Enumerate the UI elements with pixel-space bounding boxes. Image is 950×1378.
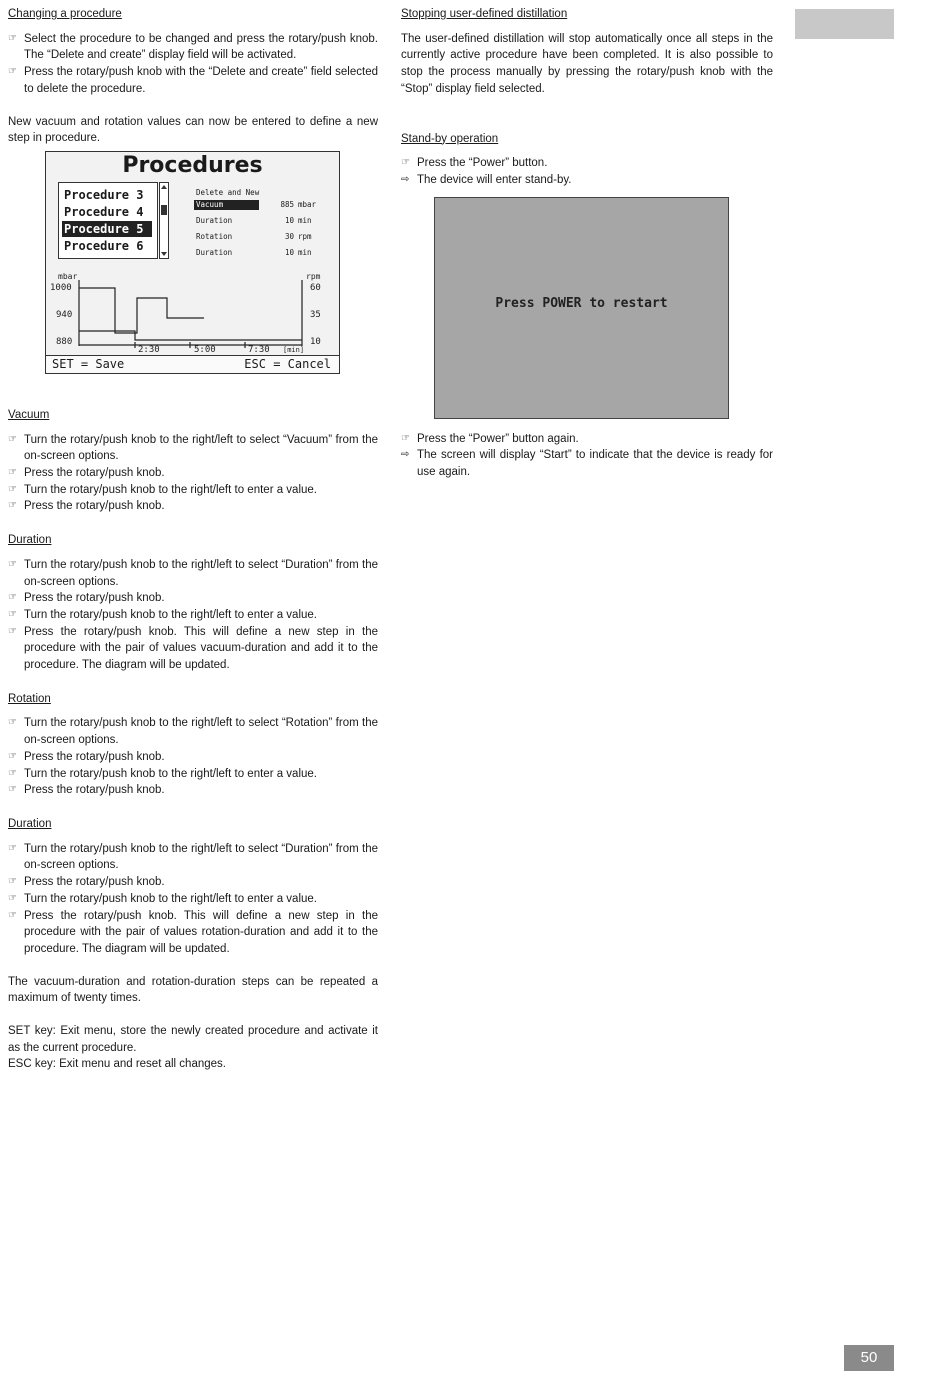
pointing-hand-icon: ☞	[8, 66, 17, 78]
list-item: ☞ Turn the rotary/push knob to the right/left to enter a value.	[8, 891, 378, 908]
vacuum-curve	[79, 288, 204, 333]
pointing-hand-icon: ☞	[8, 892, 17, 904]
rotation-curve	[79, 331, 302, 340]
pointing-hand-icon: ☞	[8, 909, 17, 921]
heading-duration: Duration	[8, 534, 52, 547]
axis-unit-right: rpm	[306, 271, 321, 281]
pointing-hand-icon: ☞	[8, 767, 17, 779]
tick-label: 940	[56, 309, 73, 320]
procedure-list	[58, 182, 158, 259]
pointing-hand-icon: ☞	[8, 625, 17, 637]
heading-standby: Stand-by operation	[401, 132, 499, 145]
scroll-thumb	[161, 205, 167, 215]
duration-steps	[8, 557, 378, 674]
pointing-hand-icon: ☞	[8, 500, 17, 512]
list-item: ☞ Press the rotary/push knob.	[8, 749, 378, 766]
axis-unit-left: mbar	[58, 271, 78, 281]
list-item: ☞ Press the rotary/push knob with the “Delete and create” field selected to delete the procedure.	[8, 66, 378, 95]
list-item: ☞ Turn the rotary/push knob to the right/left to select “Duration” from the on-screen options.	[8, 842, 378, 872]
section-tab-marker	[795, 9, 894, 39]
tick-label: 35	[310, 309, 321, 320]
paragraph-repeat: The vacuum-duration and rotation-duration steps can be repeated a maximum of twenty times.	[8, 975, 378, 1005]
scroll-arrows-icon	[160, 183, 168, 258]
pointing-hand-icon: ☞	[401, 157, 410, 169]
pointing-hand-icon: ☞	[8, 592, 17, 604]
list-item: ☞ Press the rotary/push knob.	[8, 874, 378, 891]
pointing-hand-icon: ☞	[8, 433, 17, 445]
procedure-scrollbar	[159, 182, 169, 259]
heading-changing-procedure: Changing a procedure	[8, 8, 122, 20]
paragraph-set-key: SET key: Exit menu, store the newly created procedure and activate it as the current procedure.	[8, 1025, 378, 1054]
list-item: ☞ Turn the rotary/push knob to the right/left to enter a value.	[8, 607, 378, 624]
pointing-hand-icon: ☞	[8, 483, 17, 495]
list-item: ☞ Press the rotary/push knob.	[8, 590, 378, 607]
pointing-hand-icon: ☞	[8, 842, 17, 854]
left-column	[8, 6, 378, 1073]
tick-label: 1000	[50, 282, 72, 293]
axis-unit-x: [min]	[283, 345, 305, 354]
list-item: ⇨ The device will enter stand-by.	[401, 172, 773, 189]
list-item: ☞ Select the procedure to be changed and press the rotary/push knob. The “Delete and create” display field will be activated.	[8, 32, 378, 62]
list-item: ☞ Press the rotary/push knob.	[8, 465, 378, 482]
list-item: ☞ Turn the rotary/push knob to the right/left to enter a value.	[8, 766, 378, 783]
procedure-item: Procedure 6	[64, 238, 144, 253]
heading-vacuum: Vacuum	[8, 408, 50, 421]
list-item: ☞ Turn the rotary/push knob to the right/left to enter a value.	[8, 482, 378, 499]
pointing-hand-icon: ☞	[8, 717, 17, 729]
right-column	[401, 6, 773, 481]
standby-screen	[434, 197, 729, 419]
vacuum-steps	[8, 432, 378, 516]
pointing-hand-icon: ☞	[8, 32, 17, 44]
list-item: ☞ Press the rotary/push knob. This will define a new step in the procedure with the pair of values rotation-duration and add it to the procedure. The diagram will be updated.	[8, 909, 378, 955]
pointing-hand-icon: ☞	[8, 467, 17, 479]
procedure-diagram	[46, 270, 339, 356]
list-item: ☞ Press the rotary/push knob. This will define a new step in the procedure with the pair of values vacuum-duration and add it to the procedure. The diagram will be updated.	[8, 625, 378, 672]
heading-rotation: Rotation	[8, 692, 51, 705]
tick-label: 60	[310, 282, 321, 293]
param-row: Duration 10 min	[196, 247, 312, 257]
changing-steps	[8, 31, 378, 98]
list-item: ☞ Press the rotary/push knob.	[8, 498, 378, 515]
param-row: Rotation 30 rpm	[196, 231, 312, 241]
pointing-hand-icon: ☞	[401, 432, 410, 444]
heading-stopping: Stopping user-defined distillation	[401, 8, 568, 20]
list-item: ☞ Turn the rotary/push knob to the right/left to select “Duration” from the on-screen options.	[8, 558, 378, 588]
lcd-footer	[46, 355, 339, 373]
pointing-hand-icon: ☞	[8, 784, 17, 796]
procedure-item: Procedure 4	[64, 204, 144, 219]
pointing-hand-icon: ☞	[8, 750, 17, 762]
tick-label: 880	[56, 336, 73, 347]
list-item: ☞ Turn the rotary/push knob to the right/left to select “Rotation” from the on-screen options.	[8, 717, 378, 747]
pointing-hand-icon: ☞	[8, 876, 17, 888]
standby-restart-steps	[401, 431, 773, 481]
paragraph-new-values: New vacuum and rotation values can now be entered to define a new step in procedure.	[8, 115, 378, 145]
standby-message: Press POWER to restart	[495, 295, 668, 311]
tick-label: 2:30	[138, 344, 160, 355]
duration-steps	[8, 841, 378, 958]
pointing-hand-icon: ☞	[8, 558, 17, 570]
rotation-steps	[8, 715, 378, 799]
tick-label: 5:00	[194, 344, 216, 355]
lcd-title: Procedures	[122, 152, 263, 178]
page-number: 50	[844, 1345, 894, 1371]
procedure-item: Procedure 3	[64, 187, 144, 202]
set-save-label: SET = Save	[52, 356, 125, 371]
list-item: ⇨ The screen will display “Start” to indicate that the device is ready for use again.	[401, 449, 773, 479]
param-header: Delete and New	[196, 187, 260, 197]
list-item: ☞ Turn the rotary/push knob to the right/left to select “Vacuum” from the on-screen options.	[8, 433, 378, 463]
paragraph-esc-key: ESC key: Exit menu and reset all changes.	[8, 1058, 226, 1071]
esc-cancel-label: ESC = Cancel	[244, 356, 331, 371]
param-row: Duration 10 min	[196, 215, 312, 225]
tick-label: 7:30	[248, 344, 270, 355]
lcd-procedures-screen	[45, 151, 340, 374]
heading-duration: Duration	[8, 817, 52, 830]
param-row-selected: Vacuum 885 mbar	[196, 199, 317, 209]
arrow-right-icon: ⇨	[401, 449, 410, 461]
list-item: ☞ Press the “Power” button again.	[401, 431, 773, 448]
pointing-hand-icon: ☞	[8, 608, 17, 620]
standby-steps	[401, 155, 773, 188]
list-item: ☞ Press the rotary/push knob.	[8, 782, 378, 799]
list-item: ☞ Press the “Power” button.	[401, 155, 773, 172]
procedure-item-selected: Procedure 5	[62, 221, 152, 237]
tick-label: 10	[310, 336, 321, 347]
paragraph-stopping: The user-defined distillation will stop automatically once all steps in the currently active procedure have been completed. It is also possible to stop the process manually by pressing the rotary/push knob with the “Stop” display field selected.	[401, 32, 773, 95]
arrow-right-icon: ⇨	[401, 173, 410, 185]
